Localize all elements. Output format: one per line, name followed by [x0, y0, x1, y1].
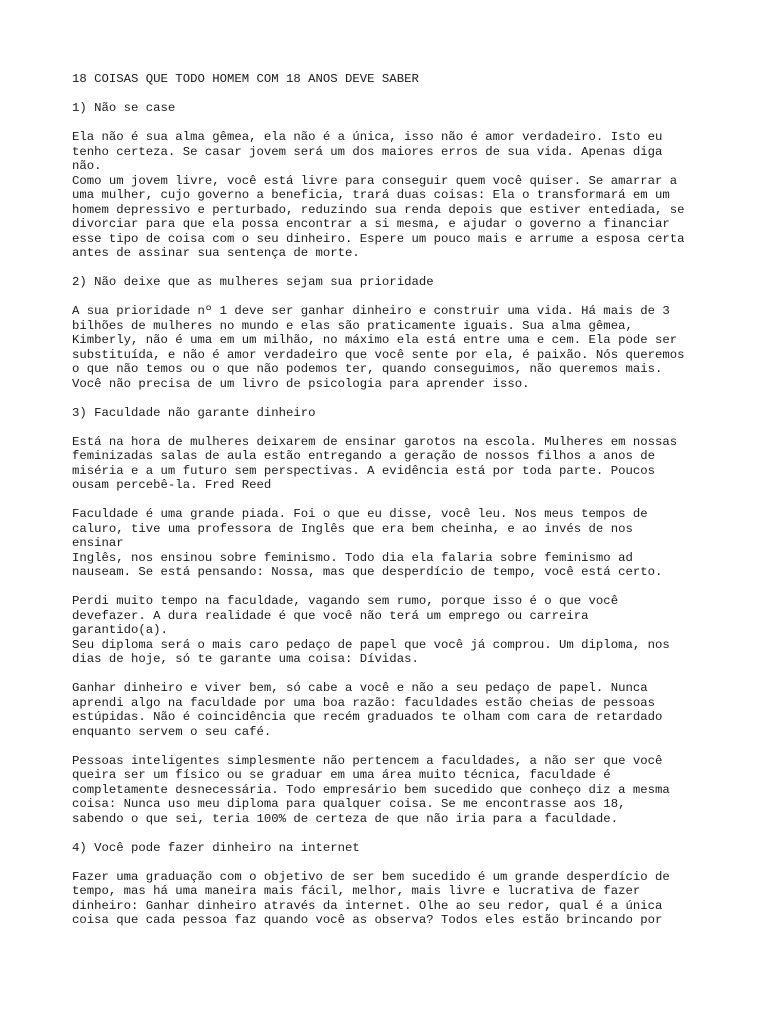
blank-line: [72, 290, 702, 305]
text-line: coisa: Nunca uso meu diploma para qualquer coisa. Se me encontrasse aos 18,: [72, 797, 626, 811]
text-line: caluro, tive uma professora de Inglês que era bem cheinha, e ao invés de nos: [72, 521, 633, 536]
blank-line: [72, 580, 702, 595]
text-line: bilhões de mulheres no mundo e elas são praticamente iguais. Sua alma gêmea,: [72, 318, 633, 333]
text-line: o que não temos ou o que não podemos ter, quando conseguimos, não queremos mais.: [72, 362, 663, 376]
text-line: uma mulher, cujo governo a beneficia, trará duas coisas: Ela o transformará em um: [72, 188, 670, 202]
text-line: 4) Você pode fazer dinheiro na internet: [72, 840, 360, 855]
text-line: garantido(a).: [72, 623, 168, 637]
text-line: homem depressivo e perturbado, reduzindo sua renda depois que estiver entediada, se: [72, 202, 685, 217]
text-line: Você não precisa de um livro de psicologia para aprender isso.: [72, 376, 530, 391]
text-line: Seu diploma será o mais caro pedaço de papel que você já comprou. Um diploma, nos: [72, 637, 670, 652]
text-line: sabendo o que sei, teria 100% de certeza de que não iria para a faculdade.: [72, 811, 619, 826]
text-line: ensinar: [72, 536, 124, 550]
text-line: nauseam. Se está pensando: Nossa, mas que desperdício de tempo, você está certo.: [72, 565, 663, 579]
text-line: miséria e a um futuro sem perspectivas. A evidência está por toda parte. Poucos: [72, 463, 655, 478]
text-line: esse tipo de coisa com o seu dinheiro. Espere um pouco mais e arrume a esposa certa: [72, 231, 685, 246]
text-line: antes de assinar sua sentença de morte.: [72, 246, 360, 260]
text-line: 3) Faculdade não garante dinheiro: [72, 405, 316, 420]
text-line: 1) Não se case: [72, 101, 176, 115]
document-page: [72, 72, 702, 928]
text-line: divorciar para que ela possa encontrar a si mesma, e ajudar o governo a financiar: [72, 217, 670, 231]
blank-line: [72, 261, 702, 276]
blank-line: [72, 667, 702, 682]
text-line: Perdi muito tempo na faculdade, vagando sem rumo, porque isso é o que você: [72, 594, 619, 608]
text-line: Pessoas inteligentes simplesmente não pertencem a faculdades, a não ser que você: [72, 753, 663, 768]
text-line: 18 COISAS QUE TODO HOMEM COM 18 ANOS DEVE SABER: [72, 72, 419, 86]
text-line: Como um jovem livre, você está livre para conseguir quem você quiser. Se amarrar a: [72, 173, 678, 188]
blank-line: [72, 739, 702, 754]
blank-line: [72, 391, 702, 406]
text-line: não.: [72, 159, 102, 173]
text-line: ousam percebê-la. Fred Reed: [72, 478, 272, 492]
text-line: Faculdade é uma grande piada. Foi o que eu disse, você leu. Nos meus tempos de: [72, 507, 648, 521]
text-line: enquanto servem o seu café.: [72, 724, 272, 739]
text-line: Kimberly, não é uma em um milhão, no máximo ela está entre uma e cem. Ela pode ser: [72, 333, 678, 347]
blank-line: [72, 87, 702, 102]
text-line: feminizadas salas de aula estão entregando a geração de nossos filhos a anos de: [72, 449, 655, 463]
blank-line: [72, 493, 702, 508]
text-line: dinheiro: Ganhar dinheiro através da internet. Olhe ao seu redor, qual é a única: [72, 898, 663, 913]
text-line: A sua prioridade nº 1 deve ser ganhar dinheiro e construir uma vida. Há mais de 3: [72, 304, 670, 318]
blank-line: [72, 420, 702, 435]
text-line: Ganhar dinheiro e viver bem, só cabe a você e não a seu pedaço de papel. Nunca: [72, 681, 648, 695]
text-line: aprendi algo na faculdade por uma boa razão: faculdades estão cheias de pessoas: [72, 695, 655, 710]
text-line: tempo, mas há uma maneira mais fácil, melhor, mais livre e lucrativa de fazer: [72, 884, 641, 898]
text-line: coisa que cada pessoa faz quando você as observa? Todos eles estão brincando por: [72, 913, 663, 927]
text-line: estúpidas. Não é coincidência que recém graduados te olham com cara de retardado: [72, 710, 663, 724]
text-line: devefazer. A dura realidade é que você não terá um emprego ou carreira: [72, 608, 589, 623]
text-line: dias de hoje, só te garante uma coisa: Dívidas.: [72, 652, 419, 666]
text-line: completamente desnecessária. Todo empresário bem sucedido que conheço diz a mesma: [72, 782, 670, 797]
text-line: Ela não é sua alma gêmea, ela não é a única, isso não é amor verdadeiro. Isto eu: [72, 130, 663, 144]
text-line: Inglês, nos ensinou sobre feminismo. Todo dia ela falaria sobre feminismo ad: [72, 550, 633, 565]
text-line: Está na hora de mulheres deixarem de ensinar garotos na escola. Mulheres em nossas: [72, 434, 678, 449]
text-line: tenho certeza. Se casar jovem será um dos maiores erros de sua vida. Apenas diga: [72, 144, 663, 159]
text-line: 2) Não deixe que as mulheres sejam sua prioridade: [72, 275, 434, 289]
blank-line: [72, 855, 702, 870]
text-line: queira ser um físico ou se graduar em uma área muito técnica, faculdade é: [72, 768, 611, 782]
blank-line: [72, 826, 702, 841]
blank-line: [72, 116, 702, 131]
text-line: substituída, e não é amor verdadeiro que você sente por ela, é paixão. Nós queremos: [72, 347, 685, 362]
text-line: Fazer uma graduação com o objetivo de ser bem sucedido é um grande desperdício de: [72, 869, 670, 884]
